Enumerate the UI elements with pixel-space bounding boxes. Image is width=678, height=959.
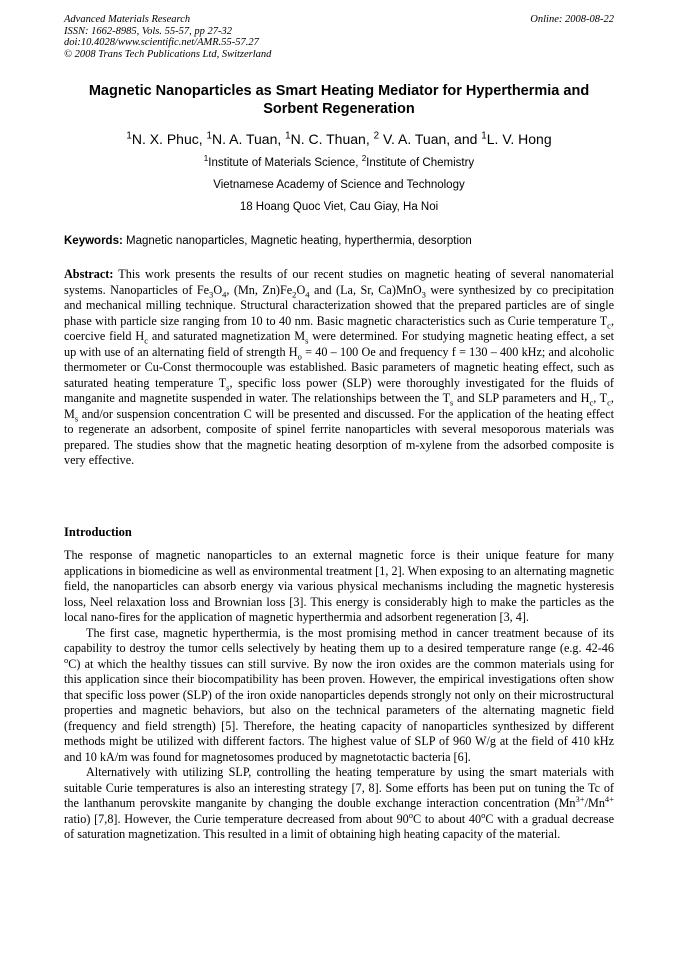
abstract-label: Abstract: — [64, 267, 114, 281]
author: N. C. Thuan, — [290, 131, 374, 147]
author: N. X. Phuc, — [131, 131, 207, 147]
author: V. A. Tuan, and — [379, 131, 482, 147]
affiliation-line-3: 18 Hoang Quoc Viet, Cau Giay, Ha Noi — [239, 201, 439, 213]
journal-issn: ISSN: 1662-8985, Vols. 55-57, pp 27-32 — [64, 25, 232, 37]
paper-title: Magnetic Nanoparticles as Smart Heating Mediator for Hyperthermia and Sorbent Regeneration — [88, 83, 590, 117]
keywords-text: Magnetic nanoparticles, Magnetic heating, hyperthermia, desorption — [122, 235, 472, 247]
journal-header — [64, 14, 271, 60]
keywords-label: Keywords: — [64, 235, 123, 247]
author: N. A. Tuan, — [211, 131, 286, 147]
affiliation-line-2: Vietnamese Academy of Science and Technology — [213, 179, 465, 191]
introduction-heading: Introduction — [64, 525, 132, 539]
paragraph: Alternatively with utilizing SLP, controlling the heating temperature by using the smart materials with suitable Curie temperatures is also an interesting strategy [7, 8]. Some efforts has been put on tuning the Tc of the lanthanum perovskite manganite by changing the double exchange interaction concentration ($Mn^{3+}/Mn^{4+}$ ratio) [7,8]. However, the Curie temperature decreased from about 90$^o$C to about 40$^o$C with a gradual decrease of saturation magnetization. This resulted in a limit of obtaining high heating capacity of the material. — [64, 765, 614, 841]
affiliation-line-1: $^1$Institute of Materials Science, $^2$Institute of Chemistry — [203, 154, 475, 169]
keywords — [64, 234, 614, 248]
online-date: Online: 2008-08-22 — [530, 14, 614, 25]
paragraph: The response of magnetic nanoparticles to an external magnetic force is their unique feature for many applications in biomedicine as well as environmental treatment [1, 2]. When exposing to an alternating magnetic field, the nanoparticles can absorb energy via various physical mechanisms including the magnetic hysteresis loss, Neel relaxation loss and Brownian loss [3]. This energy is considerably high to make the particles as the local nano-fires for the application of magnetic hyperthermia and adsorbent regeneration [3, 4]. — [64, 548, 614, 624]
author-list: $^1$N. X. Phuc, $^1$N. A. Tuan, $^1$N. C. Thuan, $^2$ V. A. Tuan, and $^1$L. V. Hong — [126, 130, 552, 147]
journal-doi: doi:10.4028/www.scientific.net/AMR.55-57.27 — [64, 37, 259, 48]
author: L. V. Hong — [486, 131, 552, 147]
journal-copyright: © 2008 Trans Tech Publications Ltd, Switzerland — [64, 48, 272, 60]
journal-name: Advanced Materials Research — [64, 14, 191, 25]
abstract: Abstract: This work presents the results of our recent studies on magnetic heating of several nanomaterial systems. Nanoparticles of $Fe_3O_4$, (Mn, $Zn)Fe_2O_4$ and (La, Sr, Ca)MnO$_3$ were synthesized by co precipitation and mechanical milling technique. Structural characterization showed that the prepared particles are of single phase with particle size ranging from 10 to 40 nm. Basic magnetic characteristics such as Curie temperature $T_c$, coercive field $H_c$ and saturated magnetization $M_s$ were determined. For studying magnetic heating effect, a set up with use of an alternating field of strength $H_o = 40 - 100$ Oe and frequency f = 130 – 400 kHz; and alcoholic thermometer or Cu-Const thermocouple was established. Basic parameters of magnetic heating effect, such as saturated heating temperature $T_s$, specific loss power (SLP) were thoroughly investigated for the fluids of manganite and magnetite suspended in water. The relationships between the $T_s$ and SLP parameters and $H_c$, $T_c$, $M_s$ and/or suspension concentration C will be presented and discussed. For the application of the heating effect to regenerate an adsorbent, composite of spinel ferrite nanoparticles with several mesoporous materials was prepared. The studies show that the magnetic heating desorption of m-xylene from the adsorbed composite is very effective. — [64, 267, 615, 467]
introduction-body — [64, 548, 614, 843]
paragraph: The first case, magnetic hyperthermia, is the most promising method in cancer treatment because of its capability to destroy the tumor cells selectively by heating them up to a desired temperature range (e.g. 42-46 $^o$C) at which the healthy tissues can still survive. By now the iron oxides are the common materials using for this application since their biocompatibility has been proven. However, the empirical investigations often show that specific loss power (SLP) of the iron oxide nanoparticles depends strongly not only on their microstructural properties and magnetic behaviors, but also on the technical parameters of the alternating magnetic field (frequency and field strength) [5]. Therefore, the heating capacity of nanoparticles synthesized by different methods might be utilized with different factors. The highest value of SLP of 960 W/g at the field of 410 kHz and 10 kA/m was found for magnetosomes produced by magnetotactic bacteria [6]. — [64, 625, 614, 764]
